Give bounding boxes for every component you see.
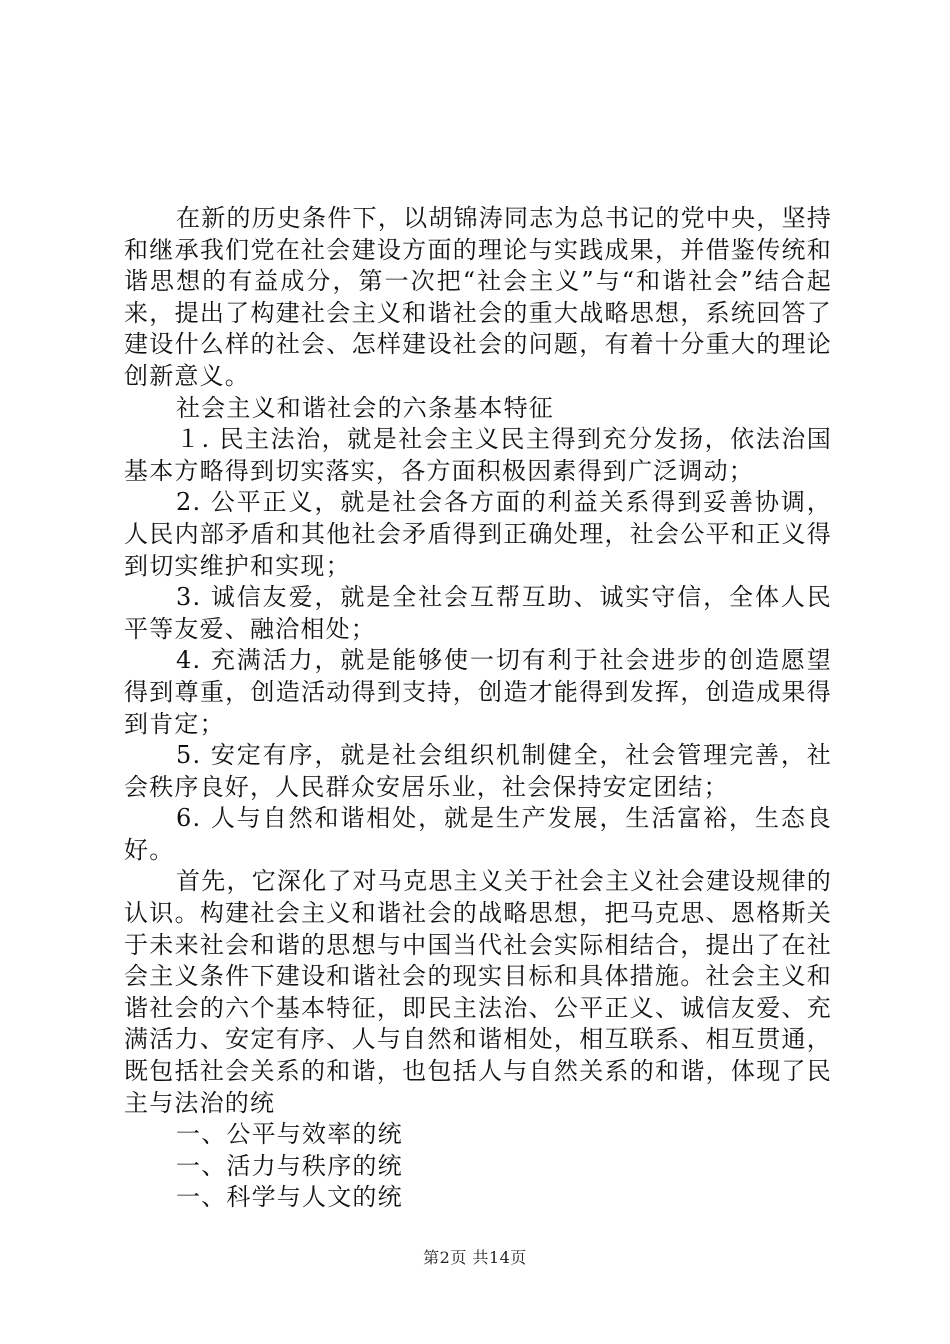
list-item-vitality-order: 一、活力与秩序的统	[176, 1151, 403, 1180]
feature-item-5: 5. 安定有序，就是社会组织机制健全，社会管理完善，社会秩序良好，人民群众安居乐业，社会保持安定团结；	[124, 741, 832, 801]
feature-item-1: １. 民主法治，就是社会主义民主得到充分发扬，依法治国基本方略得到切实落实，各方面积极因素得到广泛调动；	[124, 425, 832, 485]
feature-item-4: 4. 充满活力，就是能够使一切有利于社会进步的创造愿望得到尊重，创造活动得到支持，创造才能得到发挥，创造成果得到肯定；	[124, 646, 832, 738]
list-item-fairness-efficiency: 一、公平与效率的统	[176, 1120, 403, 1149]
features-heading: 社会主义和谐社会的六条基本特征	[176, 393, 554, 422]
feature-item-2: 2. 公平正义，就是社会各方面的利益关系得到妥善协调，人民内部矛盾和其他社会矛盾得到正确处理，社会公平和正义得到切实维护和实现；	[124, 488, 832, 580]
list-item-science-humanity: 一、科学与人文的统	[176, 1183, 403, 1212]
feature-item-6: 6. 人与自然和谐相处，就是生产发展，生活富裕，生态良好。	[124, 804, 832, 864]
feature-item-3: 3. 诚信友爱，就是全社会互帮互助、诚实守信，全体人民平等友爱、融洽相处；	[124, 583, 832, 643]
document-body	[124, 203, 832, 1214]
analysis-paragraph: 首先，它深化了对马克思主义关于社会主义社会建设规律的认识。构建社会主义和谐社会的战略思想，把马克思、恩格斯关于未来社会和谐的思想与中国当代社会实际相结合，提出了在社会主义条件下建设和谐社会的现实目标和具体措施。社会主义和谐社会的六个基本特征，即民主法治、公平正义、诚信友爱、充满活力、安定有序、人与自然和谐相处，相互联系、相互贯通，既包括社会关系的和谐，也包括人与自然关系的和谐，体现了民主与法治的统	[124, 867, 832, 1117]
page-footer: 第2页 共14页	[423, 1248, 527, 1267]
intro-paragraph: 在新的历史条件下，以胡锦涛同志为总书记的党中央，坚持和继承我们党在社会建设方面的理论与实践成果，并借鉴传统和谐思想的有益成分，第一次把“社会主义”与“和谐社会”结合起来，提出了构建社会主义和谐社会的重大战略思想，系统回答了建设什么样的社会、怎样建设社会的问题，有着十分重大的理论创新意义。	[124, 204, 832, 390]
